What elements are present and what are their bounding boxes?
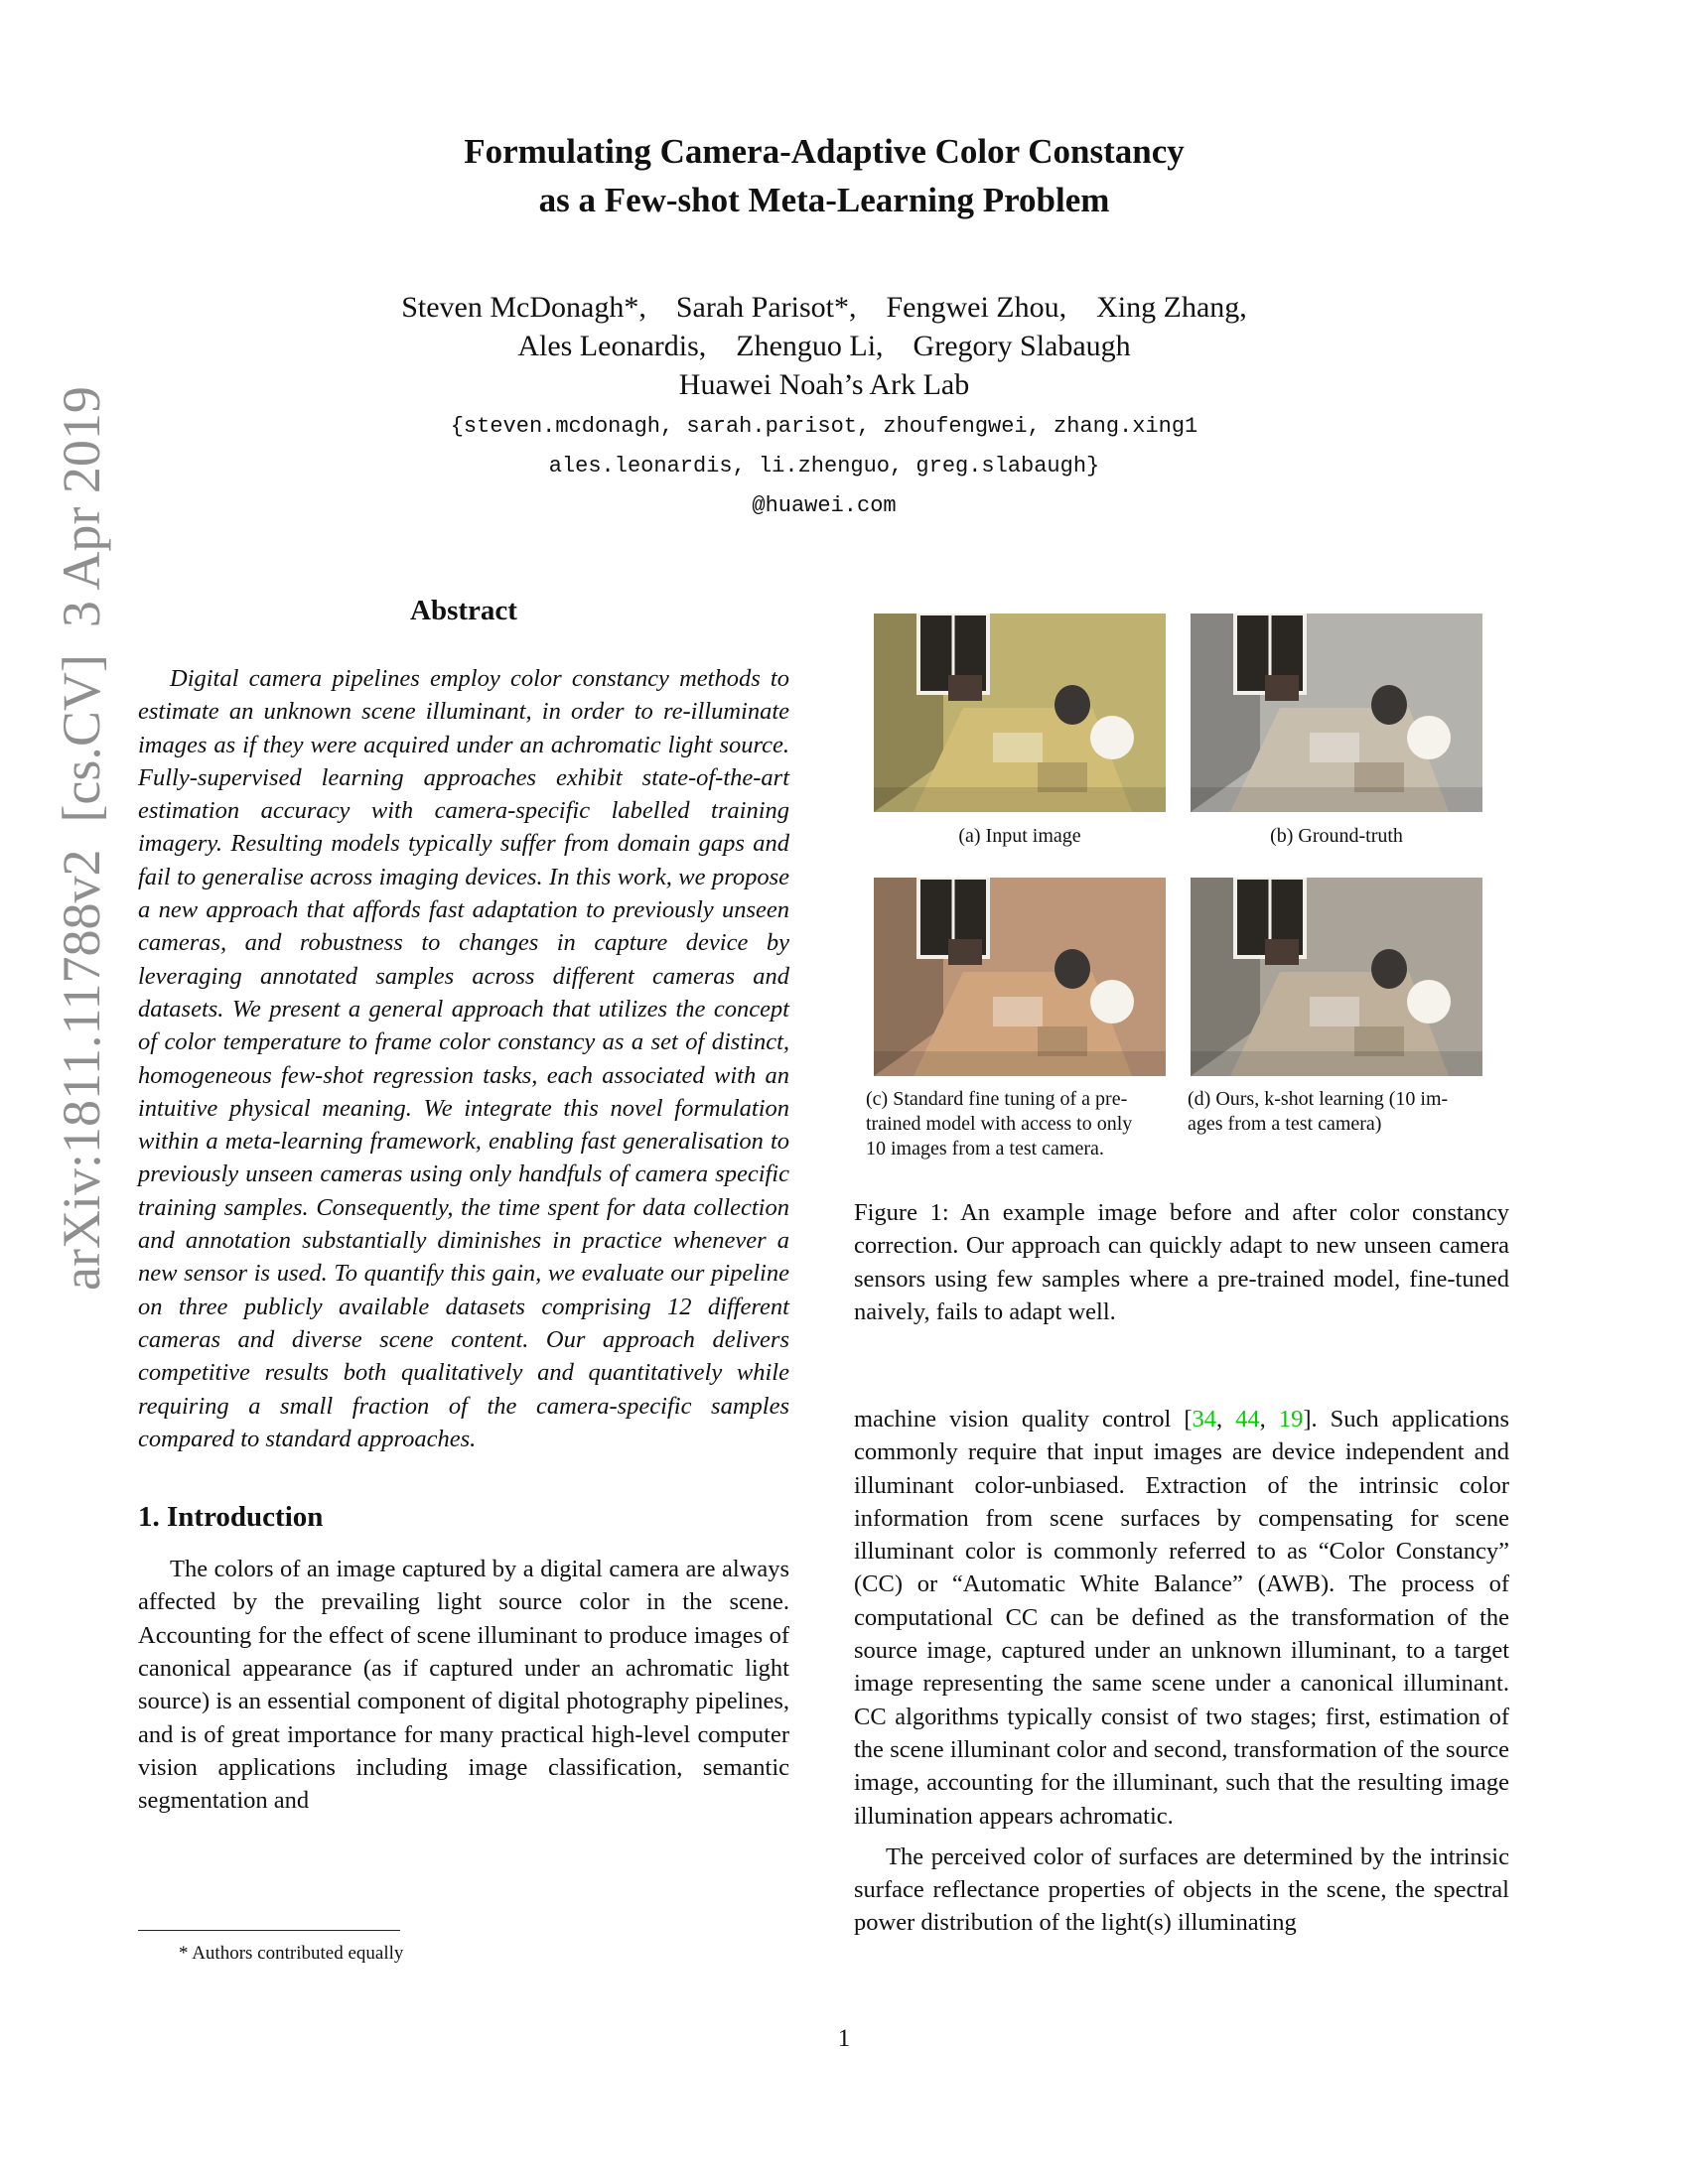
caption-c-line-1: (c) Standard fine tuning of a pre- — [866, 1088, 1128, 1110]
caption-c-line-3: 10 images from a test camera. — [866, 1138, 1104, 1160]
color-checker — [948, 675, 982, 701]
title-line-2: as a Few-shot Meta-Learning Problem — [538, 181, 1110, 219]
email-line-2: ales.leonardis, li.zhenguo, greg.slabaugh} — [548, 454, 1100, 478]
email-line-1: {steven.mcdonagh, sarah.parisot, zhoufengwei, zhang.xing1 — [450, 414, 1198, 439]
authors-line-1: Steven McDonagh*, Sarah Parisot*, Fengwei Zhou, Xing Zhang, — [401, 291, 1247, 324]
authors-line-2: Ales Leonardis, Zhenguo Li, Gregory Slabaugh — [517, 330, 1131, 362]
footnote-rule — [138, 1930, 400, 1931]
right-column — [854, 1403, 1509, 1940]
kettle — [1055, 949, 1090, 989]
caption-d — [1188, 1087, 1515, 1137]
caption-a: (a) Input image — [958, 825, 1081, 847]
citation-19[interactable]: 19 — [1278, 1406, 1304, 1433]
footnote: * Authors contributed equally — [179, 1943, 404, 1964]
page-number: 1 — [837, 2025, 851, 2052]
right-paragraph-1: machine vision quality control [34, 44, 19]. Such applications commonly require that input images are device independent and illuminant color-unbiased. Extraction of the intrinsic color information from scene surfaces by compensating for scene illuminant color is commonly referred to as “Color Constancy” (CC) or “Automatic White Balance” (AWB). The process of computational CC can be defined as the transformation of the source image, captured under an unknown illuminant, to a target image representing the same scene under a canonical illuminant. CC algorithms typically consist of two stages; first, estimation of the scene illuminant color and second, transformation of the source image, accounting for the illuminant, such that the resulting image illumination appears achromatic. — [854, 1406, 1510, 1830]
kitchen-scene-a — [874, 614, 1166, 812]
kettle — [1371, 949, 1407, 989]
kitchen-scene-c — [874, 878, 1166, 1076]
kettle — [1055, 685, 1090, 725]
email-line-3: @huawei.com — [752, 493, 897, 518]
author-block — [248, 288, 1400, 404]
caption-d-line-1: (d) Ours, k-shot learning (10 im- — [1188, 1088, 1449, 1110]
right-paragraph-2: The perceived color of surfaces are determined by the intrinsic surface reflectance properties of objects in the scene, the spectral power distribution of the light(s) illuminating — [854, 1843, 1509, 1937]
table-pattern — [993, 733, 1043, 762]
table-pattern — [1310, 733, 1359, 762]
kitchen-scene-d — [1191, 878, 1482, 1076]
caption-d-line-2: ages from a test camera) — [1188, 1113, 1382, 1135]
left-column — [138, 591, 789, 1818]
abstract-text: Digital camera pipelines employ color constancy methods to estimate an unknown scene illuminant, in order to re-illuminate images as if they were acquired under an achromatic light source. Fully-supervised learning approaches exhibit state-of-the-art estimation accuracy with camera-specific labelled training imagery. Resulting models typically suffer from domain gaps and fail to generalise across imaging devices. In this work, we propose a new approach that affords fast adaptation to previously unseen cameras, and robustness to changes in capture device by leveraging annotated samples across different cameras and datasets. We present a general approach that utilizes the concept of color temperature to frame color constancy as a set of distinct, homogeneous few-shot regression tasks, each associated with an intuitive physical meaning. We integrate this novel formulation within a meta-learning framework, enabling fast generalisation to previously unseen cameras using only handfuls of camera specific training samples. Consequently, the time spent for data collection and annotation substantially diminishes in practice whenever a new sensor is used. To quantify this gain, we evaluate our pipeline on three publicly available datasets comprising 12 different cameras and diverse scene content. Our approach delivers competitive results both qualitatively and quantitatively while requiring a small fraction of the camera-specific samples compared to standard approaches. — [138, 665, 789, 1452]
color-checker — [948, 939, 982, 965]
paragraph-rest: ]. Such applications commonly require that input images are device independent and illuminant color-unbiased. Extraction of the intrinsic color information from scene surfaces by compensating for scene illuminant color is commonly referred to as “Color Constancy” (CC) or “Automatic White Balance” (AWB). The process of computational CC can be defined as the transformation of the source image, captured under an unknown illuminant, to a target image representing the same scene under a canonical illuminant. CC algorithms typically consist of two stages; first, estimation of the scene illuminant color and second, transformation of the source image, accounting for the illuminant, such that the resulting image illumination appears achromatic. — [854, 1406, 1510, 1830]
lamp-globe — [1090, 716, 1134, 759]
table-pattern — [993, 997, 1043, 1026]
floor — [1191, 787, 1482, 812]
citation-44[interactable]: 44 — [1235, 1406, 1260, 1433]
figure-image-input — [874, 614, 1166, 812]
affiliation: Huawei Noah’s Ark Lab — [678, 368, 970, 401]
figure-1-caption: Figure 1: An example image before and after color constancy correction. Our approach can quickly adapt to new unseen camera sensors using few samples where a pre-trained model, fine-tuned naively, fails to adapt well. — [854, 1199, 1509, 1325]
lamp-globe — [1090, 980, 1134, 1024]
color-checker — [1265, 939, 1299, 965]
floor — [1191, 1051, 1482, 1076]
caption-c-line-2: trained model with access to only — [866, 1113, 1133, 1135]
kitchen-scene-b — [1191, 614, 1482, 812]
paragraph-start: machine vision quality control [ — [854, 1406, 1193, 1433]
citation-34[interactable]: 34 — [1192, 1406, 1217, 1433]
figure-image-fine-tuning — [874, 878, 1166, 1076]
lamp-globe — [1407, 716, 1451, 759]
caption-b: (b) Ground-truth — [1270, 825, 1403, 847]
intro-paragraph: The colors of an image captured by a digital camera are always affected by the prevailing light source color in the scene. Accounting for the effect of scene illuminant to produce images of canonical appearance (as if captured under an achromatic light source) is an essential component of digital photography pipelines, and is of great importance for many practical high-level computer vision applications including image classification, semantic segmentation and — [138, 1556, 789, 1815]
figure-image-ground-truth — [1191, 614, 1482, 812]
color-checker — [1265, 675, 1299, 701]
kettle — [1371, 685, 1407, 725]
email-block — [248, 407, 1400, 526]
paper-title — [248, 127, 1400, 224]
table-pattern — [1310, 997, 1359, 1026]
intro-heading: 1. Introduction — [138, 1501, 324, 1534]
title-line-1: Formulating Camera-Adaptive Color Constancy — [464, 132, 1185, 171]
abstract-heading: Abstract — [410, 595, 517, 626]
lamp-globe — [1407, 980, 1451, 1024]
floor — [874, 787, 1166, 812]
caption-c — [866, 1087, 1186, 1161]
floor — [874, 1051, 1166, 1076]
arxiv-stamp: arXiv:1811.11788v2 [cs.CV] 3 Apr 2019 — [52, 386, 111, 1291]
figure-image-ours — [1191, 878, 1482, 1076]
